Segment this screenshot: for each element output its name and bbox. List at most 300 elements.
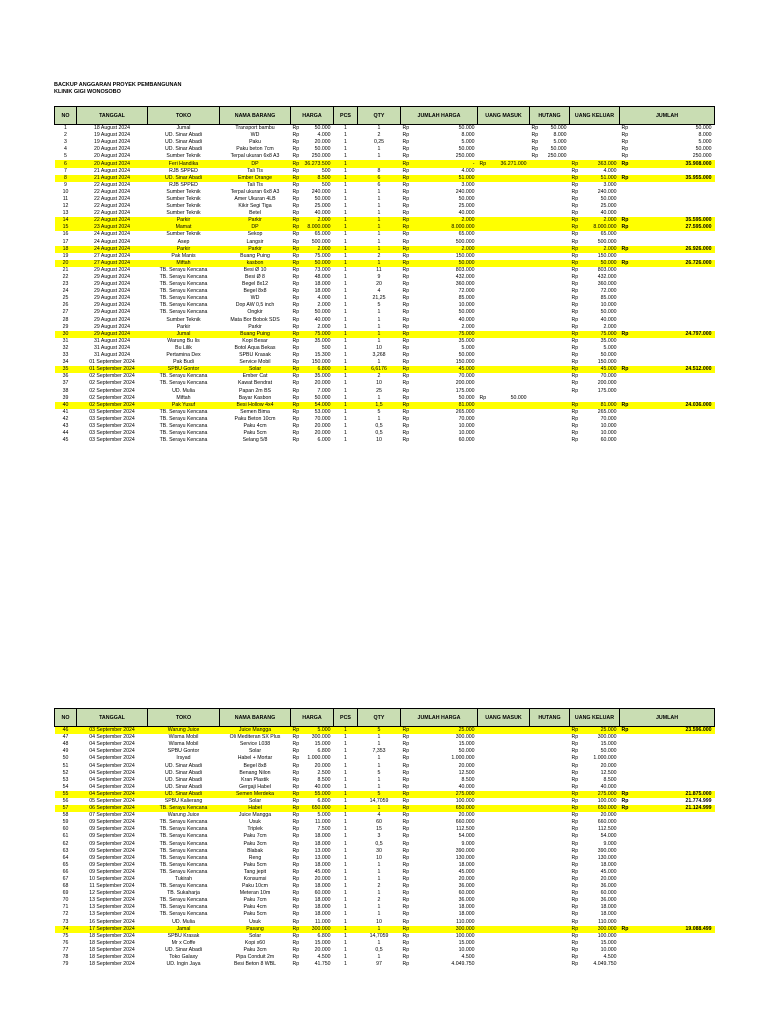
cell-uang-keluar: Rp 10.000	[571, 946, 617, 953]
column-header: UANG KELUAR	[570, 107, 620, 125]
cell-pcs: 1	[344, 748, 347, 755]
cell-no: 38	[62, 387, 69, 394]
cell-tgl: 29 August 2024	[93, 281, 131, 288]
cell-pcs: 1	[344, 876, 347, 883]
cell-barang: Habel	[220, 805, 291, 812]
cell-pcs: 1	[344, 961, 347, 968]
cell-pcs: 1	[334, 366, 358, 373]
cell-no: 33	[62, 352, 69, 359]
cell-toko: TB. Serayu Kencana	[159, 380, 208, 387]
cell-pcs: 1	[344, 380, 347, 387]
cell-tgl: 09 September 2024	[89, 861, 135, 868]
cell-jumlah-harga: Rp 390.000	[402, 847, 475, 854]
cell-tgl: 01 September 2024	[77, 366, 148, 373]
cell-tgl: 04 September 2024	[77, 791, 148, 798]
cell-toko: TB. Serayu Kencana	[159, 883, 208, 890]
cell-no: 35	[55, 366, 77, 373]
cell-uang-masuk	[478, 940, 530, 947]
cell-hutang	[530, 876, 570, 883]
table-row	[55, 352, 715, 359]
budget-table-1	[54, 106, 715, 444]
cell-uang-keluar: Rp 275.000	[570, 791, 620, 798]
cell-hutang	[530, 812, 570, 819]
cell-barang: Parkir	[220, 246, 291, 253]
cell-uang-keluar: Rp 36.000	[571, 897, 617, 904]
cell-jumlah-harga: Rp 20.000	[402, 762, 475, 769]
cell-barang: Begel 8x8	[243, 288, 267, 295]
cell-pcs: 1	[344, 946, 347, 953]
cell-pcs: 1	[344, 911, 347, 918]
cell-toko: Jumal	[176, 125, 191, 132]
cell-qty: 1	[358, 926, 401, 933]
cell-harga: Rp 18.000	[292, 883, 331, 890]
cell-uang-keluar: Rp 9.000	[571, 840, 617, 847]
cell-jumlah	[620, 862, 715, 869]
cell-toko: Mamat	[148, 224, 220, 231]
cell-hutang	[530, 741, 570, 748]
cell-harga: Rp 41.750	[292, 961, 331, 968]
cell-uang-keluar: Rp 660.000	[571, 819, 617, 826]
cell-no: 76	[62, 939, 69, 946]
cell-no: 59	[62, 819, 69, 826]
cell-hutang	[530, 380, 570, 387]
cell-harga: Rp 25.000	[292, 203, 331, 210]
cell-jumlah-harga: Rp 150.000	[402, 359, 475, 366]
cell-jumlah: Rp 21.875.000	[620, 791, 715, 798]
cell-harga: Rp 4.500	[292, 954, 331, 961]
table-row	[55, 182, 715, 189]
cell-uang-masuk	[478, 926, 530, 933]
cell-uang-keluar: Rp 51.000	[570, 175, 620, 182]
cell-harga: Rp 15.300	[292, 352, 331, 359]
cell-tgl: 19 August 2024	[93, 139, 131, 146]
cell-tgl: 02 September 2024	[89, 394, 135, 401]
cell-hutang	[530, 748, 570, 755]
cell-toko: Sumber Teknik	[166, 153, 201, 160]
cell-pcs: 1	[344, 868, 347, 875]
cell-uang-masuk	[478, 919, 530, 926]
cell-no: 9	[64, 181, 67, 188]
cell-pcs: 1	[334, 224, 358, 231]
cell-uang-masuk	[478, 331, 530, 338]
cell-jumlah-harga: Rp 300.000	[401, 926, 478, 933]
cell-hutang	[530, 387, 570, 394]
cell-uang-keluar: Rp 432.000	[571, 274, 617, 281]
cell-tgl: 18 September 2024	[89, 961, 135, 968]
cell-pcs: 1	[344, 861, 347, 868]
column-header: HARGA	[291, 107, 334, 125]
cell-hutang	[530, 954, 570, 961]
cell-uang-keluar: Rp 5.000	[571, 344, 617, 351]
cell-harga: Rp 6.800	[292, 797, 331, 804]
cell-barang: Langsir	[246, 238, 264, 245]
cell-barang: Kran Plastik	[241, 776, 269, 783]
cell-tgl: 03 September 2024	[89, 430, 135, 437]
cell-tgl: 13 September 2024	[89, 904, 135, 911]
table-row	[55, 734, 715, 741]
cell-barang: Pipa Conduit 2m	[235, 954, 275, 961]
cell-harga: Rp 8.500	[292, 776, 331, 783]
cell-tgl: 09 September 2024	[89, 826, 135, 833]
cell-pcs: 1	[334, 260, 358, 267]
table-row	[55, 855, 715, 862]
cell-jumlah-harga: Rp 36.000	[402, 883, 475, 890]
cell-no: 30	[55, 331, 77, 338]
cell-barang: Paku 3cm	[243, 946, 267, 953]
cell-jumlah-harga: Rp 9.000	[402, 840, 475, 847]
cell-tgl: 29 August 2024	[93, 316, 131, 323]
cell-barang: Parkir	[220, 217, 291, 224]
cell-harga: Rp 2.000	[291, 217, 334, 224]
cell-barang: Paku 4cm	[243, 904, 267, 911]
cell-jumlah-harga: Rp 54.000	[402, 833, 475, 840]
column-header: HUTANG	[530, 107, 570, 125]
cell-pcs: 1	[344, 755, 347, 762]
cell-no: 12	[62, 203, 69, 210]
cell-hutang	[530, 430, 570, 437]
cell-barang: Pasang	[220, 926, 291, 933]
cell-jumlah	[620, 437, 715, 444]
cell-qty: 1	[377, 337, 381, 344]
cell-barang: Transport bambu	[235, 125, 275, 132]
cell-jumlah-harga: Rp 20.000	[402, 812, 475, 819]
cell-hutang: Rp 50.000	[531, 146, 567, 153]
cell-hutang	[530, 833, 570, 840]
cell-pcs: 1	[344, 918, 347, 925]
cell-jumlah	[620, 833, 715, 840]
cell-qty: 0,5	[375, 840, 383, 847]
cell-jumlah-harga: Rp 8.000.000	[401, 224, 478, 231]
cell-barang: Blabak	[247, 847, 263, 854]
cell-uang-keluar: Rp 360.000	[571, 281, 617, 288]
cell-toko: Sumber Teknik	[166, 231, 201, 238]
table-row	[55, 309, 715, 316]
cell-no: 3	[64, 139, 67, 146]
table-row	[55, 947, 715, 954]
cell-uang-keluar: Rp 3.000	[571, 181, 617, 188]
cell-barang: Paku 5cm	[243, 430, 267, 437]
cell-uang-masuk	[478, 196, 530, 203]
cell-no: 57	[55, 805, 77, 812]
cell-qty: 10	[376, 380, 382, 387]
cell-no: 39	[62, 394, 69, 401]
cell-uang-keluar: Rp 25.000	[571, 203, 617, 210]
cell-jumlah	[620, 911, 715, 918]
cell-no: 42	[62, 415, 69, 422]
cell-tgl: 31 August 2024	[93, 337, 131, 344]
cell-jumlah	[620, 196, 715, 203]
cell-uang-keluar: Rp 200.000	[571, 380, 617, 387]
column-header: TOKO	[148, 107, 220, 125]
column-header: UANG KELUAR	[570, 709, 620, 727]
cell-no: 49	[62, 748, 69, 755]
table-row	[55, 231, 715, 238]
cell-jumlah-harga: Rp 50.000	[401, 260, 478, 267]
cell-jumlah	[620, 288, 715, 295]
table-row	[55, 890, 715, 897]
cell-hutang	[530, 366, 570, 373]
cell-jumlah	[620, 409, 715, 416]
cell-barang: Reng	[248, 854, 262, 861]
cell-barang: Juice Mangga	[238, 812, 272, 819]
cell-jumlah	[620, 395, 715, 402]
cell-tgl: 13 September 2024	[89, 897, 135, 904]
cell-uang-keluar: Rp 390.000	[571, 847, 617, 854]
cell-pcs: 1	[344, 932, 347, 939]
cell-no: 63	[62, 847, 69, 854]
cell-hutang	[530, 317, 570, 324]
cell-hutang	[530, 897, 570, 904]
cell-uang-keluar: Rp 40.000	[571, 210, 617, 217]
cell-tgl: 04 September 2024	[89, 755, 135, 762]
cell-toko: Feri Handika	[148, 160, 220, 167]
cell-jumlah	[620, 359, 715, 366]
cell-uang-keluar: Rp 500.000	[571, 238, 617, 245]
cell-uang-keluar: Rp 803.000	[571, 266, 617, 273]
table-row	[55, 260, 715, 267]
cell-jumlah	[620, 302, 715, 309]
cell-uang-masuk	[478, 274, 530, 281]
cell-jumlah	[620, 231, 715, 238]
cell-jumlah-harga: Rp 100.000	[402, 932, 475, 939]
cell-uang-masuk	[478, 933, 530, 940]
cell-jumlah	[620, 897, 715, 904]
cell-harga: Rp 1.000.000	[292, 755, 331, 762]
cell-jumlah-harga: Rp 12.500	[402, 769, 475, 776]
cell-toko: Jamal	[148, 926, 220, 933]
cell-jumlah	[620, 848, 715, 855]
cell-harga: Rp 18.000	[292, 833, 331, 840]
cell-harga: Rp 300.000	[291, 926, 334, 933]
cell-jumlah	[620, 883, 715, 890]
cell-no: 23	[62, 281, 69, 288]
cell-toko: UD. Sinar Abadi	[148, 175, 220, 182]
cell-uang-keluar: Rp 20.000	[571, 876, 617, 883]
cell-hutang	[530, 933, 570, 940]
cell-uang-masuk	[478, 373, 530, 380]
cell-no: 4	[64, 146, 67, 153]
cell-uang-keluar: Rp 18.000	[571, 904, 617, 911]
cell-pcs: 1	[344, 309, 347, 316]
cell-uang-masuk	[478, 862, 530, 869]
cell-tgl: 07 September 2024	[89, 812, 135, 819]
cell-uang-masuk	[478, 784, 530, 791]
cell-barang: Terpal ukuran 6x8 A3	[230, 153, 280, 160]
cell-no: 55	[55, 791, 77, 798]
cell-harga: Rp 5.000	[291, 727, 334, 735]
table-row	[55, 862, 715, 869]
cell-no: 69	[62, 890, 69, 897]
cell-qty: 1	[377, 210, 381, 217]
cell-no: 68	[62, 883, 69, 890]
cell-hutang	[530, 805, 570, 812]
cell-jumlah	[620, 826, 715, 833]
cell-jumlah: Rp 50.000	[621, 125, 712, 132]
cell-hutang	[530, 352, 570, 359]
cell-toko: TB. Serayu Kencana	[159, 309, 208, 316]
table-row	[55, 153, 715, 160]
cell-pcs: 1	[344, 288, 347, 295]
cell-no: 74	[55, 926, 77, 933]
cell-qty: 1	[377, 153, 381, 160]
table-row	[55, 139, 715, 146]
cell-pcs: 1	[344, 238, 347, 245]
cell-toko: Asep	[177, 238, 190, 245]
cell-toko: UD. Mulia	[172, 918, 195, 925]
cell-tgl: 24 August 2024	[93, 238, 131, 245]
cell-qty: 5	[358, 727, 401, 735]
cell-uang-masuk	[478, 777, 530, 784]
column-header: UANG MASUK	[478, 709, 530, 727]
cell-barang: Paku	[249, 139, 261, 146]
cell-tgl: 03 September 2024	[89, 408, 135, 415]
cell-qty: 10	[376, 918, 382, 925]
cell-tgl: 06 September 2024	[77, 805, 148, 812]
cell-tgl: 18 September 2024	[89, 932, 135, 939]
cell-toko: SPBU Kalierang	[164, 797, 203, 804]
cell-jumlah	[620, 855, 715, 862]
cell-no: 46	[55, 727, 77, 735]
cell-pcs: 1	[344, 373, 347, 380]
cell-qty: 60	[376, 819, 382, 826]
cell-barang: Paku 7cm	[243, 833, 267, 840]
cell-no: 18	[55, 246, 77, 253]
cell-toko: SPBU Krasak	[167, 932, 200, 939]
cell-qty: 1	[358, 331, 401, 338]
cell-harga: Rp 70.000	[292, 415, 331, 422]
table-row	[55, 812, 715, 819]
cell-harga: Rp 60.000	[292, 890, 331, 897]
cell-no: 44	[62, 430, 69, 437]
cell-pcs: 1	[344, 904, 347, 911]
cell-tgl: 04 September 2024	[89, 769, 135, 776]
cell-toko: Pertamina Dex	[166, 352, 201, 359]
cell-pcs: 1	[344, 415, 347, 422]
cell-uang-masuk	[478, 911, 530, 918]
table-row	[55, 338, 715, 345]
cell-harga: Rp 73.000	[292, 266, 331, 273]
cell-hutang	[530, 324, 570, 331]
cell-no: 60	[62, 826, 69, 833]
cell-uang-keluar: Rp 35.000	[571, 337, 617, 344]
cell-hutang	[530, 182, 570, 189]
cell-qty: 1	[377, 776, 381, 783]
cell-hutang: Rp 50.000	[531, 125, 567, 132]
cell-pcs: 1	[334, 805, 358, 812]
cell-toko: Parkir	[176, 323, 191, 330]
cell-barang: Kawat Bendrat	[237, 380, 273, 387]
cell-qty: 5	[377, 408, 381, 415]
cell-uang-masuk	[478, 239, 530, 246]
cell-jumlah	[620, 168, 715, 175]
cell-toko: TB. Serayu Kencana	[159, 373, 208, 380]
cell-hutang	[530, 784, 570, 791]
cell-harga: Rp 500	[292, 344, 331, 351]
cell-no: 43	[62, 422, 69, 429]
cell-hutang: Rp 8.000	[531, 132, 567, 139]
cell-toko: TB. Serayu Kencana	[159, 281, 208, 288]
table-row	[55, 784, 715, 791]
cell-tgl: 09 September 2024	[89, 840, 135, 847]
cell-tgl: 29 August 2024	[93, 288, 131, 295]
cell-toko: UD. Sinar Abadi	[165, 776, 202, 783]
cell-uang-keluar: Rp 72.000	[571, 288, 617, 295]
cell-no: 2	[64, 132, 67, 139]
table-row	[55, 416, 715, 423]
cell-hutang	[530, 302, 570, 309]
cell-qty: 8	[377, 167, 381, 174]
cell-tgl: 09 September 2024	[89, 868, 135, 875]
title-line-2: KLINIK GIGI WONOSOBO	[54, 89, 121, 95]
cell-harga: Rp 18.000	[292, 288, 331, 295]
cell-toko: TB. Sukaharja	[167, 890, 200, 897]
cell-pcs: 1	[344, 352, 347, 359]
cell-qty: 1	[377, 323, 381, 330]
cell-tgl: 10 September 2024	[89, 876, 135, 883]
cell-jumlah-harga: Rp 8.500	[402, 776, 475, 783]
cell-uang-keluar: Rp 20.000	[571, 812, 617, 819]
table-row	[55, 160, 715, 167]
cell-no: 51	[62, 762, 69, 769]
cell-tgl: 22 August 2024	[93, 210, 131, 217]
cell-harga: Rp 18.000	[292, 861, 331, 868]
cell-no: 34	[62, 359, 69, 366]
cell-qty: 1	[377, 394, 381, 401]
cell-tgl: 03 September 2024	[89, 415, 135, 422]
cell-tgl: 22 August 2024	[93, 195, 131, 202]
cell-pcs: 1	[334, 727, 358, 735]
cell-uang-keluar: Rp 54.000	[571, 833, 617, 840]
cell-pcs: 1	[344, 762, 347, 769]
table-row	[55, 317, 715, 324]
cell-jumlah	[620, 281, 715, 288]
cell-uang-masuk	[478, 734, 530, 741]
cell-tgl: 05 September 2024	[89, 797, 135, 804]
cell-uang-keluar: Rp 10.000	[571, 302, 617, 309]
cell-tgl: 12 September 2024	[89, 890, 135, 897]
cell-barang: Ongkir	[247, 309, 263, 316]
cell-harga: Rp 20.000	[292, 762, 331, 769]
cell-uang-keluar: Rp 175.000	[571, 387, 617, 394]
table-row	[55, 727, 715, 735]
cell-barang: Dop AW 0,5 inch	[235, 302, 275, 309]
cell-uang-keluar: Rp 10.000	[571, 422, 617, 429]
cell-qty: 1	[377, 359, 381, 366]
cell-uang-masuk	[478, 387, 530, 394]
cell-barang: Kopi Besar	[242, 337, 268, 344]
table-row	[55, 295, 715, 302]
table-row	[55, 430, 715, 437]
cell-uang-masuk	[478, 805, 530, 812]
cell-barang: Usuk	[249, 819, 261, 826]
cell-qty: 5	[377, 302, 381, 309]
cell-jumlah-harga: Rp 15.000	[402, 939, 475, 946]
cell-jumlah-harga: Rp 265.000	[402, 408, 475, 415]
cell-harga: Rp 35.000	[292, 373, 331, 380]
cell-jumlah-harga: Rp 65.000	[402, 231, 475, 238]
cell-jumlah	[620, 762, 715, 769]
cell-uang-keluar: Rp 36.000	[571, 883, 617, 890]
cell-hutang	[530, 926, 570, 933]
cell-tgl: 02 September 2024	[89, 373, 135, 380]
cell-qty: 1	[377, 734, 381, 741]
cell-barang: Solar	[248, 932, 262, 939]
cell-tgl: 20 August 2024	[93, 146, 131, 153]
cell-uang-masuk	[478, 281, 530, 288]
cell-uang-masuk	[478, 125, 530, 133]
cell-uang-keluar: Rp 112.500	[571, 826, 617, 833]
cell-no: 14	[55, 217, 77, 224]
